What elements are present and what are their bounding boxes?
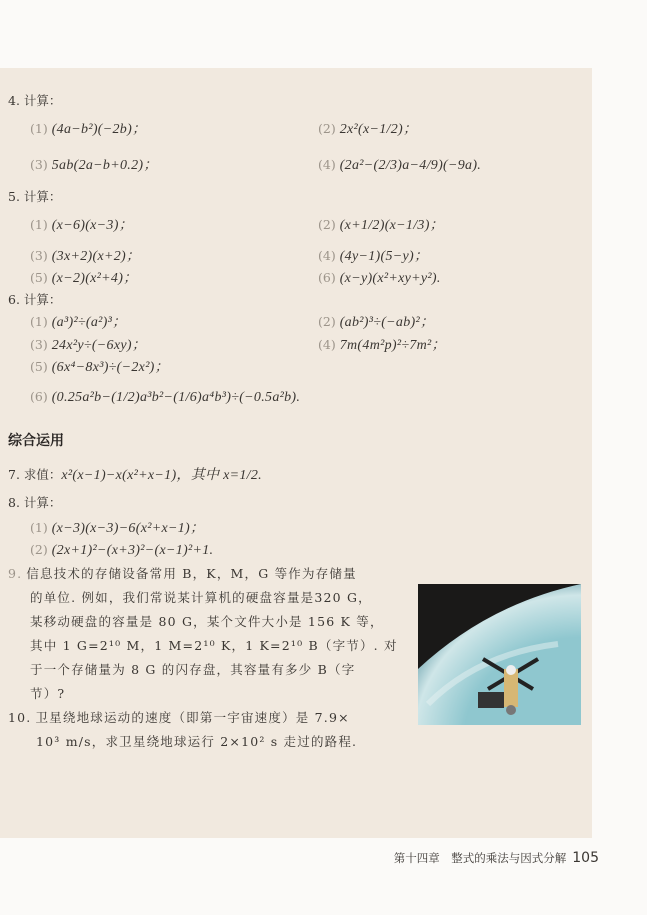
exercise-4-label: 4. 计算： [8,93,62,108]
exercise-6-1 [30,314,126,331]
expression: (ab²)³÷(−ab)²； [339,315,435,330]
expression: (4y−1)(5−y)； [339,249,429,264]
exercise-5-2 [318,217,444,234]
expression: (0.25a²b−(1/2)a³b²−(1/6)a⁴b³)÷(−0.5a²b). [51,390,301,405]
exercise-5-1 [30,217,133,234]
exercise-7-label: 7. 求值： [8,467,62,482]
item-number: (3) [30,248,48,263]
expression: x²(x−1)−x(x²+x−1)，其中 x=1/2. [61,468,262,483]
item-number: (1) [30,217,48,232]
expression: (2x+1)²−(x+3)²−(x−1)²+1. [51,543,214,558]
item-number: (6) [30,389,48,404]
exercise-5-5 [30,270,138,287]
expression: 24x²y÷(−6xy)； [51,338,147,353]
item-number: (1) [30,314,48,329]
exercise-9-line: 节）? [30,686,66,701]
exercise-6-2 [318,314,434,331]
exercise-6-3 [30,337,146,354]
expression: (3x+2)(x+2)； [51,249,141,264]
expression: (x+1/2)(x−1/3)； [339,218,444,233]
item-number: (5) [30,270,48,285]
exercise-9-line: 于一个存储量为 8 G 的闪存盘，其容量有多少 B（字 [30,662,356,677]
exercise-4-3 [30,157,158,174]
page-footer [394,850,599,866]
exercise-5-label: 5. 计算： [8,189,62,204]
expression: 2x²(x−1/2)； [339,122,418,137]
exercise-8-2 [30,542,213,559]
item-number: (2) [318,217,336,232]
item-number: (4) [318,248,336,263]
exercise-6-label: 6. 计算： [8,292,62,307]
expression: 7m(4m²p)²÷7m²； [339,338,446,353]
exercise-4-2 [318,121,417,138]
exercise-9-line: 其中 1 G=2¹⁰ M，1 M=2¹⁰ K，1 K=2¹⁰ B（字节）. 对 [30,638,398,653]
item-number: (1) [30,121,48,136]
item-number: (2) [30,542,48,557]
exercise-8-label: 8. 计算： [8,495,62,510]
exercise-9-label: 9. [8,566,23,581]
expression: (x−y)(x²+xy+y²). [339,271,441,286]
item-number: (6) [318,270,336,285]
expression: (2a²−(2/3)a−4/9)(−9a). [339,158,482,173]
exercise-6-4 [318,337,446,354]
exercise-6-6 [30,389,300,406]
exercise-9-line: 某移动硬盘的容量是 80 G，某个文件大小是 156 K 等， [30,614,384,629]
item-number: (2) [318,121,336,136]
expression: (x−2)(x²+4)； [51,271,138,286]
expression: (a³)²÷(a²)³； [51,315,127,330]
exercise-4-1 [30,121,146,138]
exercise-6-5 [30,359,169,376]
expression: (x−3)(x−3)−6(x²+x−1)； [51,521,205,536]
item-number: (4) [318,337,336,352]
item-number: (3) [30,157,48,172]
exercise-9-line [8,566,357,582]
exercise-10-line: 10³ m/s，求卫星绕地球运行 2×10² s 走过的路程. [36,734,358,749]
expression: (x−6)(x−3)； [51,218,133,233]
item-number: (3) [30,337,48,352]
expression: 5ab(2a−b+0.2)； [51,158,158,173]
text: 卫星绕地球运动的速度（即第一宇宙速度）是 7.9× [35,710,350,725]
section-heading: 综合运用 [8,433,64,449]
exercise-10-label: 10. [8,710,32,725]
exercise-10-line [8,710,350,726]
exercise-5-4 [318,248,428,265]
satellite-earth-photo [418,584,581,725]
item-number: (5) [30,359,48,374]
exercise-5-6 [318,270,441,287]
exercise-7 [8,467,262,484]
exercise-9-line: 的单位. 例如，我们常说某计算机的硬盘容量是320 G， [30,590,372,605]
exercise-8-1 [30,520,204,537]
expression: (6x⁴−8x³)÷(−2x²)； [51,360,169,375]
item-number: (2) [318,314,336,329]
item-number: (4) [318,157,336,172]
item-number: (1) [30,520,48,535]
chapter-title: 第十四章 整式的乘法与因式分解 [393,851,567,865]
exercise-4-4 [318,157,481,174]
expression: (4a−b²)(−2b)； [51,122,147,137]
exercise-5-3 [30,248,140,265]
page-number: 105 [572,850,599,866]
text: 信息技术的存储设备常用 B，K，M，G 等作为存储量 [26,566,357,581]
